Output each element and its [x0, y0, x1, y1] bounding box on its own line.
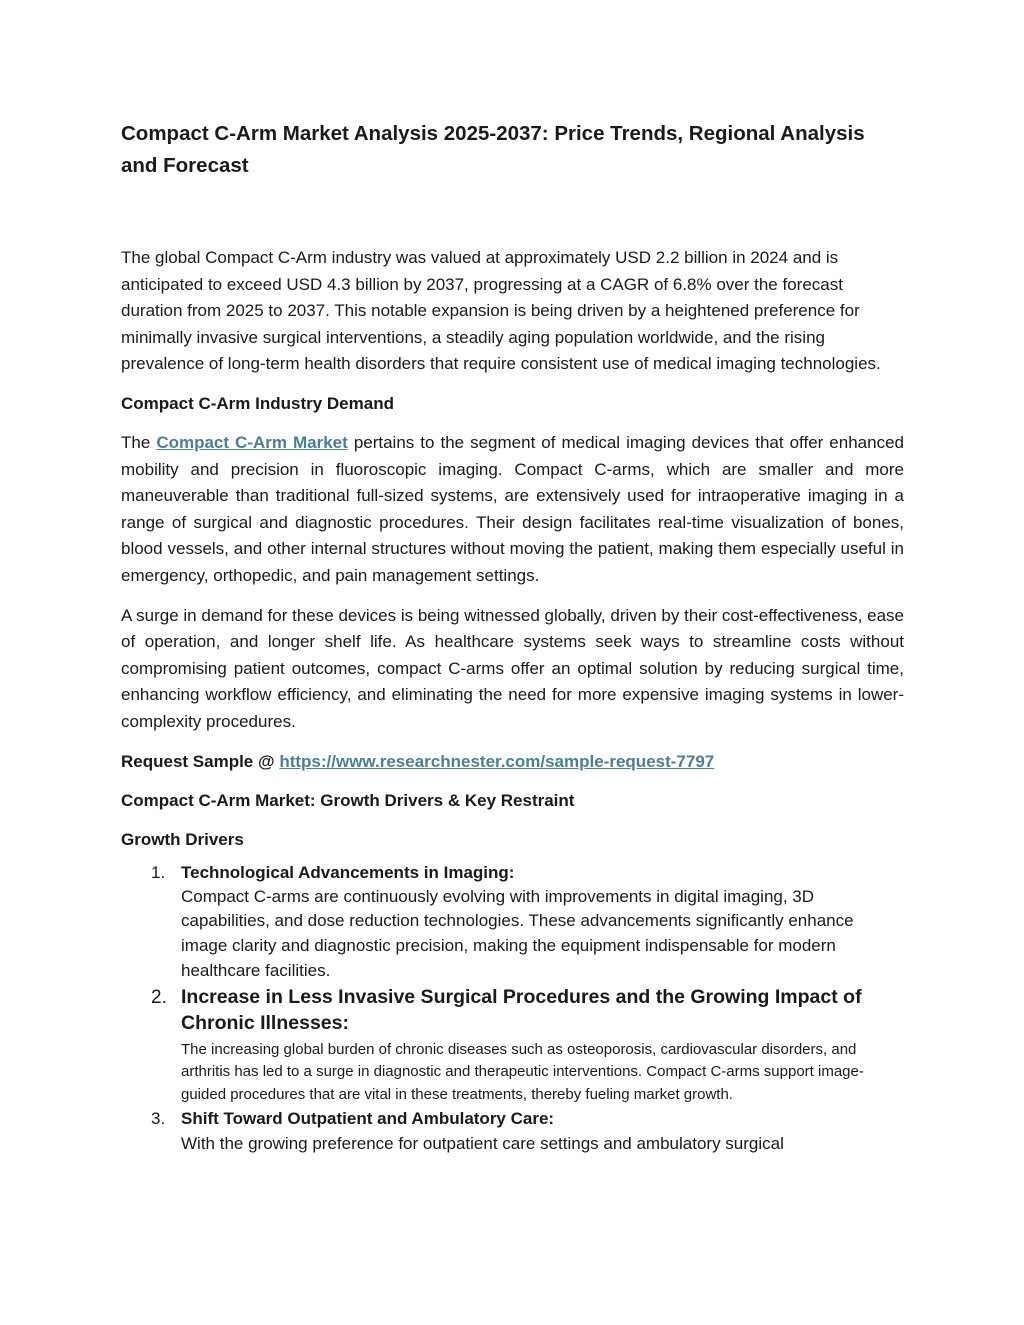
list-item-text: With the growing preference for outpatient care settings and ambulatory surgical: [181, 1133, 784, 1153]
document-page: [121, 118, 904, 1157]
list-item: [121, 1106, 904, 1157]
compact-c-arm-market-link[interactable]: Compact C-Arm Market: [156, 432, 348, 452]
page-title: Compact C-Arm Market Analysis 2025-2037: Price Trends, Regional Analysis and Forecast: [121, 122, 865, 177]
list-item-text: Compact C-arms are continuously evolving with improvements in digital imaging, 3D capabilities, and dose reduction technologies. These advancements significantly enhance image clarity and diagnostic precision, making the equipment indispensable for modern healthcare facilities.: [181, 886, 854, 980]
growth-drivers-heading: Growth Drivers: [121, 829, 244, 849]
list-item-title: Technological Advancements in Imaging:: [181, 862, 515, 882]
demand-heading: Compact C-Arm Industry Demand: [121, 393, 394, 413]
list-item: [121, 860, 904, 984]
request-sample-label: Request Sample @: [121, 751, 275, 771]
intro-paragraph: The global Compact C-Arm industry was valued at approximately USD 2.2 billion in 2024 and is anticipated to exceed USD 4.3 billion by 2037, progressing at a CAGR of 6.8% over the forecast duration from 2025 to 2037. This notable expansion is being driven by a heightened preference for minimally invasive surgical interventions, a steadily aging population worldwide, and the rising prevalence of long-term health disorders that require consistent use of medical imaging technologies.: [121, 248, 881, 374]
demand-paragraph-1-text: pertains to the segment of medical imaging devices that offer enhanced mobility and precision in fluoroscopic imaging. Compact C-arms, which are smaller and more maneuverable than traditional full-sized systems, are extensively used for intraoperative imaging in a range of surgical and diagnostic procedures. Their design facilitates real-time visualization of bones, blood vessels, and other internal structures without moving the patient, making them especially useful in emergency, orthopedic, and pain management settings.: [121, 432, 904, 585]
request-sample-link[interactable]: https://www.researchnester.com/sample-request-7797: [279, 751, 715, 771]
growth-drivers-list: [121, 860, 904, 1157]
list-item-number: 3.: [151, 1108, 166, 1128]
list-item-number: 2.: [151, 986, 167, 1008]
demand-paragraph-2: A surge in demand for these devices is being witnessed globally, driven by their cost-effectiveness, ease of operation, and longer shelf life. As healthcare systems seek ways to streamline costs without compromising patient outcomes, compact C-arms offer an optimal solution by reducing surgical time, enhancing workflow efficiency, and eliminating the need for more expensive imaging systems in lower-complexity procedures.: [121, 605, 904, 731]
list-item-text: The increasing global burden of chronic diseases such as osteoporosis, cardiovascular disorders, and arthritis has led to a surge in diagnostic and therapeutic interventions. Compact C-arms support image-guided procedures that are vital in these treatments, thereby fueling market growth.: [181, 1040, 864, 1103]
list-item-title: Shift Toward Outpatient and Ambulatory Care:: [181, 1108, 555, 1128]
list-item-number: 1.: [151, 862, 166, 882]
list-item: [121, 984, 904, 1106]
drivers-heading: Compact C-Arm Market: Growth Drivers & Key Restraint: [121, 790, 575, 810]
request-sample-line: [121, 749, 904, 775]
demand-paragraph-1: [121, 430, 904, 590]
demand-paragraph-1-prefix: The: [121, 432, 151, 452]
list-item-title: Increase in Less Invasive Surgical Procedures and the Growing Impact of Chronic Illnesses:: [181, 985, 862, 1035]
